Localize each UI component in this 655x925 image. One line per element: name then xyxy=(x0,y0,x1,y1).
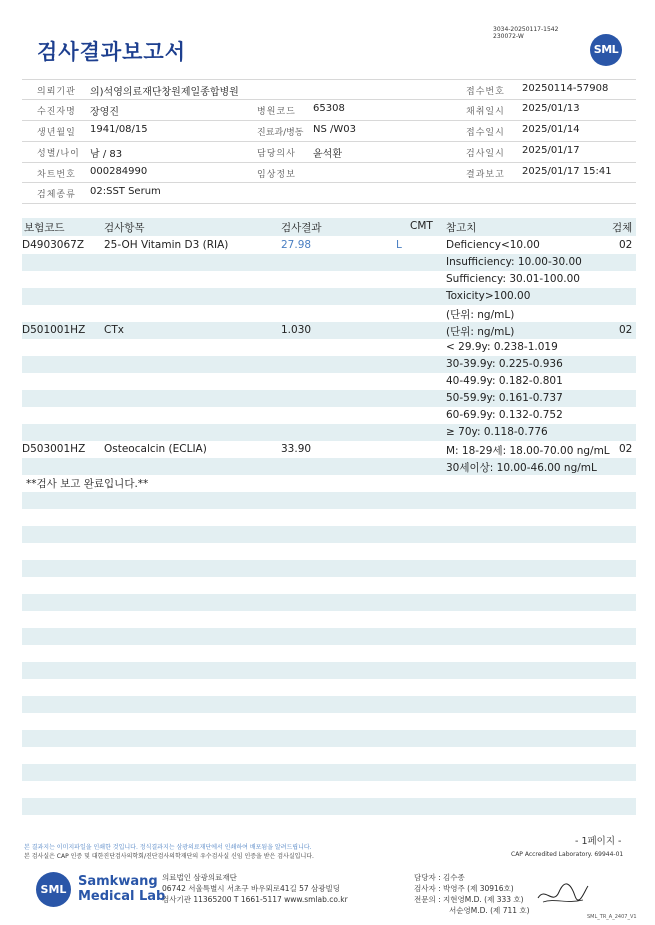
value-physician: 윤석환 xyxy=(313,149,342,160)
table-row-stripe xyxy=(22,288,636,305)
value-receipt-number: 20250114-57908 xyxy=(522,83,609,94)
header-insurance-code: 보험코드 xyxy=(24,222,65,234)
label-patient-name: 수진자명 xyxy=(37,107,76,117)
reference-range-cell: Deficiency<10.00 xyxy=(446,239,540,251)
reference-range-cell: Sufficiency: 30.01-100.00 xyxy=(446,273,580,285)
table-row-stripe xyxy=(22,526,636,543)
value-requesting-institution: 의)석영의료재단창원제일종합병원 xyxy=(90,87,239,98)
label-physician: 담당의사 xyxy=(257,149,296,159)
header-specimen: 검체 xyxy=(612,222,633,234)
table-row-stripe xyxy=(22,696,636,713)
value-patient-name: 장영진 xyxy=(90,107,119,118)
test-result-cell: 1.030 xyxy=(281,324,312,336)
label-requesting-institution: 의뢰기관 xyxy=(37,87,76,97)
reference-range-cell: 30-39.9y: 0.225-0.936 xyxy=(446,358,563,370)
signature xyxy=(535,880,590,908)
label-report-date: 결과보고 xyxy=(466,170,505,180)
staff-in-charge: 담당자 : 김수종 xyxy=(414,873,465,882)
page-number: - 1페이지 - xyxy=(575,836,622,847)
table-row-stripe xyxy=(22,662,636,679)
label-chart-number: 차트번호 xyxy=(37,170,76,180)
info-divider xyxy=(22,182,636,183)
table-row-stripe xyxy=(22,560,636,577)
image-copy-notice: 본 결과지는 이미지파일을 인쇄한 것입니다. 정식결과지는 삼광의료재단에서 인쇄하여 배포됨을 알려드립니다. xyxy=(24,844,312,851)
specimen-cell: 02 xyxy=(619,443,633,455)
value-test-date: 2025/01/17 xyxy=(522,145,580,156)
contact-info: 검사기관 11365200 T 1661-5117 www.smlab.co.kr xyxy=(162,895,348,904)
brand-name xyxy=(78,874,165,904)
table-row-stripe xyxy=(22,764,636,781)
table-row-stripe xyxy=(22,492,636,509)
value-specimen-type: 02:SST Serum xyxy=(90,186,161,197)
staff-tester: 검사자 : 박영주 (제 30916호) xyxy=(414,884,514,893)
value-chart-number: 000284990 xyxy=(90,166,148,177)
sml-footer-logo: SML xyxy=(36,872,71,907)
value-report-date: 2025/01/17 15:41 xyxy=(522,166,612,177)
reference-range-cell: (단위: ng/mL) xyxy=(446,326,515,338)
brand-name-line-1: Samkwang xyxy=(78,874,158,889)
cap-accreditation: CAP Accredited Laboratory. 69944-01 xyxy=(511,851,624,858)
label-collection-date: 채취일시 xyxy=(466,107,505,117)
test-result-cell: 27.98 xyxy=(281,239,312,251)
reference-range-cell: Insufficiency: 10.00-30.00 xyxy=(446,256,582,268)
reference-range-cell: 60-69.9y: 0.132-0.752 xyxy=(446,409,563,421)
header-test-result: 검사결과 xyxy=(281,222,322,234)
test-result-cell: 33.90 xyxy=(281,443,312,455)
test-item-cell: CTx xyxy=(104,324,124,336)
header-cmt: CMT xyxy=(410,220,433,232)
staff-specialist-2: 서순영M.D. (제 711 호) xyxy=(449,906,530,915)
info-divider xyxy=(22,79,636,80)
value-department-ward: NS /W03 xyxy=(313,124,356,135)
value-sex-age: 남 / 83 xyxy=(90,149,123,160)
label-sex-age: 성별/나이 xyxy=(37,149,80,159)
label-specimen-type: 검체종류 xyxy=(37,190,76,200)
specimen-cell: 02 xyxy=(619,324,633,336)
label-clinical-info: 임상정보 xyxy=(257,170,296,180)
value-hospital-code: 65308 xyxy=(313,103,345,114)
reference-range-cell: Toxicity>100.00 xyxy=(446,290,531,302)
insurance-code-cell: D501001HZ xyxy=(22,324,86,336)
reference-range-cell: 40-49.9y: 0.182-0.801 xyxy=(446,375,563,387)
staff-specialist-1: 전문의 : 지현영M.D. (제 333 호) xyxy=(414,895,524,904)
value-receipt-date: 2025/01/14 xyxy=(522,124,580,135)
table-row-stripe xyxy=(22,730,636,747)
table-row-stripe xyxy=(22,594,636,611)
form-id: SML_TR_A_2407_V1 xyxy=(587,914,637,920)
table-row-stripe xyxy=(22,628,636,645)
test-item-cell: 25-OH Vitamin D3 (RIA) xyxy=(104,239,229,251)
reference-range-cell: ≥ 70y: 0.118-0.776 xyxy=(446,426,548,438)
completion-note: **검사 보고 완료입니다.** xyxy=(26,478,149,490)
cmt-cell: L xyxy=(396,239,402,251)
test-item-cell: Osteocalcin (ECLIA) xyxy=(104,443,207,455)
header-reference-range: 참고치 xyxy=(446,222,477,234)
reference-range-cell: 50-59.9y: 0.161-0.737 xyxy=(446,392,563,404)
info-divider xyxy=(22,120,636,121)
address: 06742 서울특별시 서초구 바우뫼로41길 57 삼광빌딩 xyxy=(162,884,341,893)
info-divider xyxy=(22,99,636,100)
brand-name-line-2: Medical Lab xyxy=(78,889,166,904)
table-row-stripe xyxy=(22,798,636,815)
header-test-item: 검사항목 xyxy=(104,222,145,234)
label-birth-date: 생년월일 xyxy=(37,128,76,138)
info-divider xyxy=(22,141,636,142)
document-id-line-2: 230072-W xyxy=(493,33,524,40)
foundation-name: 의료법인 삼광의료재단 xyxy=(162,873,237,882)
sml-logo: SML xyxy=(590,34,622,66)
label-department-ward: 진료과/병동 xyxy=(257,128,304,138)
value-birth-date: 1941/08/15 xyxy=(90,124,148,135)
label-receipt-date: 접수일시 xyxy=(466,128,505,138)
label-receipt-number: 접수번호 xyxy=(466,87,505,97)
insurance-code-cell: D503001HZ xyxy=(22,443,86,455)
document-id-line-1: 3034-20250117-1542 xyxy=(493,26,559,33)
info-divider xyxy=(22,162,636,163)
reference-range-cell: (단위: ng/mL) xyxy=(446,309,515,321)
accreditation-notice: 본 검사실은 CAP 인증 및 대한진단검사의학회/진단검사의학재단의 우수검사실 신임 인증을 받은 검사실입니다. xyxy=(24,853,314,860)
value-collection-date: 2025/01/13 xyxy=(522,103,580,114)
reference-range-cell: 30세이상: 10.00-46.00 ng/mL xyxy=(446,462,597,474)
label-test-date: 검사일시 xyxy=(466,149,505,159)
label-hospital-code: 병원코드 xyxy=(257,107,296,117)
specimen-cell: 02 xyxy=(619,239,633,251)
reference-range-cell: < 29.9y: 0.238-1.019 xyxy=(446,341,558,353)
insurance-code-cell: D4903067Z xyxy=(22,239,85,251)
document-id xyxy=(493,26,558,40)
info-divider xyxy=(22,203,636,204)
reference-range-cell: M: 18-29세: 18.00-70.00 ng/mL xyxy=(446,445,610,457)
report-title: 검사결과보고서 xyxy=(37,40,187,64)
